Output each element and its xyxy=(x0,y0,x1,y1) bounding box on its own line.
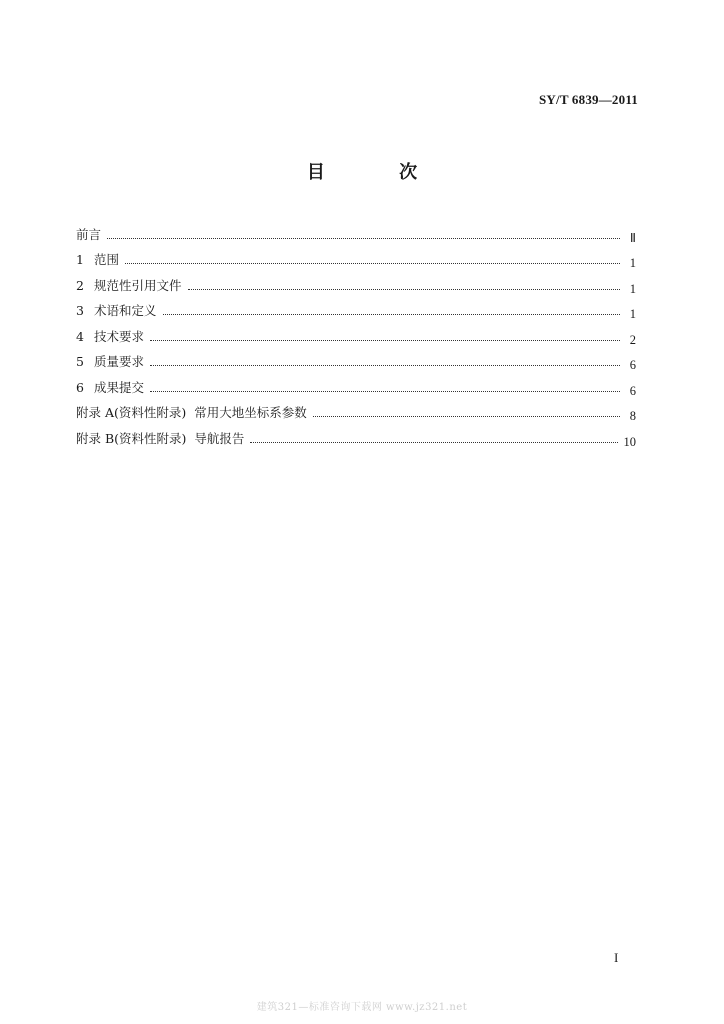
page-number: I xyxy=(614,950,619,965)
toc-entry-page: 1 xyxy=(629,281,636,296)
toc-entry-quality-requirements[interactable] xyxy=(76,344,636,370)
toc-entry-page: 1 xyxy=(629,256,636,270)
toc-entry-page: 6 xyxy=(629,383,636,398)
toc-entry-scope[interactable] xyxy=(76,242,636,268)
toc-entry-label: 规范性引用文件 xyxy=(94,277,182,293)
toc-entry-label: 附录 B(资料性附录) 导航报告 xyxy=(76,430,245,446)
toc-entry-page: 8 xyxy=(629,409,636,423)
toc-entry-label: 技术要求 xyxy=(94,328,145,344)
dot-leader xyxy=(107,237,620,239)
toc-entry-appendix-b[interactable] xyxy=(76,420,636,449)
toc-entry-label: 质量要求 xyxy=(94,354,145,369)
dot-leader xyxy=(188,288,620,290)
toc-entry-foreword[interactable] xyxy=(76,216,636,245)
toc-entry-technical-requirements[interactable] xyxy=(76,318,636,347)
dot-leader xyxy=(150,390,620,392)
toc-entry-deliverables[interactable] xyxy=(76,369,636,398)
toc-entry-page: 1 xyxy=(629,307,636,321)
toc-entry-page: 10 xyxy=(623,434,636,449)
toc-entry-appendix-a[interactable] xyxy=(76,395,636,421)
toc-entry-number: 6 xyxy=(76,379,84,395)
toc-entry-label: 术语和定义 xyxy=(94,303,157,318)
toc-entry-normative-references[interactable] xyxy=(76,267,636,296)
toc-entry-terms-definitions[interactable] xyxy=(76,293,636,319)
standard-code: SY/T 6839—2011 xyxy=(539,92,638,107)
toc-entry-label: 前言 xyxy=(76,226,102,242)
toc-entry-page: 6 xyxy=(629,358,636,372)
toc-entry-label: 附录 A(资料性附录) 常用大地坐标系参数 xyxy=(76,405,307,420)
toc-entry-page: Ⅱ xyxy=(629,230,636,245)
dot-leader xyxy=(150,339,620,341)
toc-entry-label: 成果提交 xyxy=(94,379,145,395)
dot-leader xyxy=(125,262,620,264)
page-title: 目 次 xyxy=(306,162,452,183)
toc-entry-number: 2 xyxy=(76,277,84,293)
dot-leader xyxy=(313,415,620,417)
toc-entry-page: 2 xyxy=(629,332,636,347)
toc-entry-number: 4 xyxy=(76,328,84,344)
watermark: 建筑321—标准咨询下载网 www.jz321.net xyxy=(256,1002,468,1013)
toc-entry-number: 1 xyxy=(76,252,84,267)
table-of-contents xyxy=(76,216,636,449)
dot-leader xyxy=(250,441,617,443)
toc-entry-number: 5 xyxy=(76,354,84,369)
dot-leader xyxy=(163,313,620,315)
toc-entry-number: 3 xyxy=(76,303,84,318)
toc-entry-label: 范围 xyxy=(94,252,120,267)
dot-leader xyxy=(150,364,620,366)
